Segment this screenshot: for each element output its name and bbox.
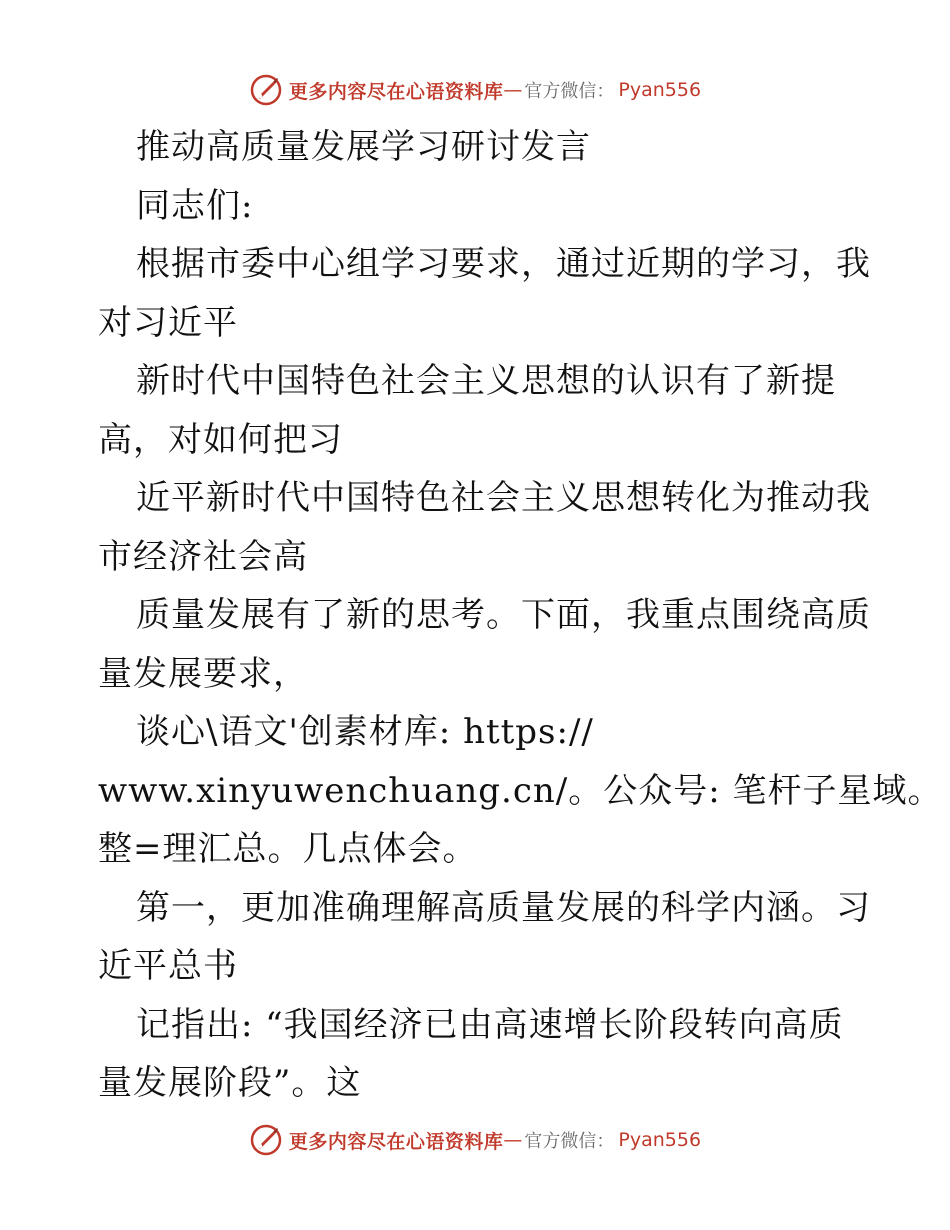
header-banner: [0, 70, 950, 110]
paragraph-line: 第一，更加准确理解高质量发展的科学内涵。习: [136, 887, 871, 928]
paragraph-line: 对习近平: [98, 302, 238, 343]
paragraph-line: 量发展要求，: [98, 653, 308, 694]
banner-side-text: 官方微信：: [524, 81, 615, 102]
paragraph-line: 近平新时代中国特色社会主义思想转化为推动我: [136, 478, 871, 518]
brush-quill-logo-icon: [249, 73, 283, 107]
paragraph-line: 高，对如何把习: [98, 419, 343, 460]
banner-main-text: 更多内容尽在心语资料库: [288, 1130, 504, 1153]
paragraph-line: 近平总书: [98, 946, 238, 986]
banner-separator: —: [503, 79, 523, 101]
paragraph-line: www.xinyuwenchuang.cn/。公众号: 笔杆子星域。: [98, 770, 943, 811]
paragraph-line: 谈心\语文'创素材库: https://: [136, 712, 594, 752]
paragraph-line: 根据市委中心组学习要求，通过近期的学习，我: [136, 244, 871, 284]
banner-separator: —: [503, 1129, 523, 1151]
paragraph-line: 记指出: “我国经济已由高速增长阶段转向高质: [136, 1004, 844, 1045]
paragraph-line: 量发展阶段”。这: [98, 1063, 362, 1103]
document-title: 推动高质量发展学习研讨发言: [136, 127, 591, 167]
paragraph-line: 整=理汇总。几点体会。: [98, 829, 478, 869]
footer-banner: [0, 1120, 950, 1160]
paragraph-line: 市经济社会高: [98, 536, 308, 577]
document-body: [98, 118, 943, 1113]
paragraph-line: 新时代中国特色社会主义思想的认识有了新提: [136, 361, 836, 401]
paragraph-line: 质量发展有了新的思考。下面，我重点围绕高质: [136, 595, 871, 635]
brush-quill-logo-icon: [249, 1123, 283, 1157]
salutation: 同志们:: [136, 185, 254, 226]
banner-wechat-id: Pyan556: [618, 79, 702, 101]
banner-wechat-id: Pyan556: [618, 1129, 702, 1151]
banner-side-text: 官方微信：: [524, 1131, 615, 1152]
banner-main-text: 更多内容尽在心语资料库: [288, 80, 504, 103]
